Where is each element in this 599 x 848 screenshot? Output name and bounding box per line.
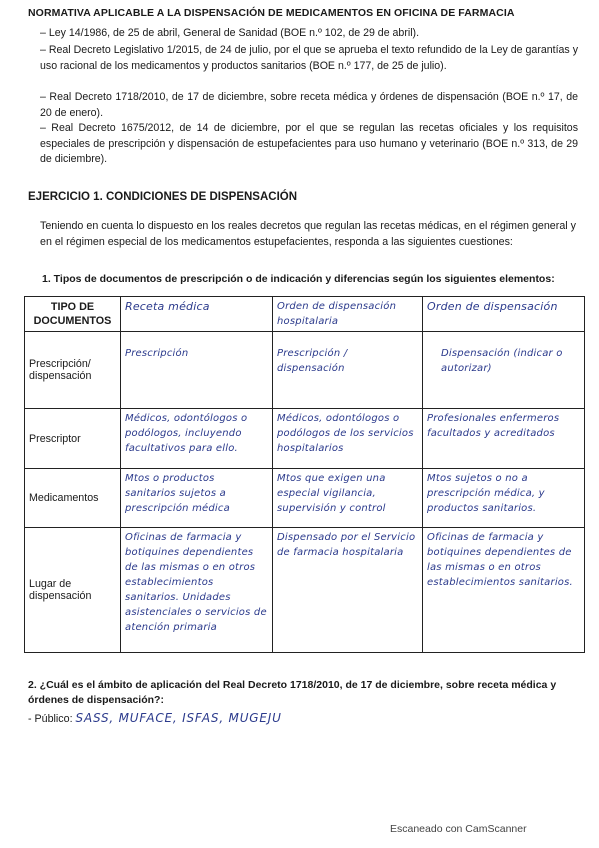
- table-cell: Profesionales enfermeros facultados y acreditados: [423, 409, 585, 469]
- table-header-row: [25, 297, 585, 332]
- row-label: Lugar de dispensación: [25, 528, 121, 653]
- table-cell: Dispensado por el Servicio de farmacia hospitalaria: [273, 528, 423, 653]
- exercise-title: EJERCICIO 1. CONDICIONES DE DISPENSACIÓN: [28, 191, 298, 203]
- column-header: Orden de dispensación hospitalaria: [273, 297, 423, 332]
- public-answer-line: [28, 711, 282, 726]
- table-row: [25, 409, 585, 469]
- table-cell: Prescripción / dispensación: [273, 332, 423, 409]
- table-cell: Dispensación (indicar o autorizar): [423, 332, 585, 409]
- question-1: 1. Tipos de documentos de prescripción o de indicación y diferencias según los siguientes elementos:: [42, 273, 555, 285]
- table-cell: Mtos que exigen una especial vigilancia, supervisión y control: [273, 469, 423, 528]
- law-item-1: – Ley 14/1986, de 25 de abril, General de Sanidad (BOE n.º 102, de 29 de abril).: [40, 27, 420, 39]
- table-row: [25, 332, 585, 409]
- exercise-intro: Teniendo en cuenta lo dispuesto en los reales decretos que regulan las recetas médicas, en el régimen general y en el régimen especial de los medicamentos estupefacientes, responda a las siguientes cuestiones:: [40, 220, 576, 248]
- table-cell: Médicos, odontólogos o podólogos de los servicios hospitalarios: [273, 409, 423, 469]
- table-cell: Oficinas de farmacia y botiquines dependientes de las mismas o en otros establecimientos sanitarios.: [423, 528, 585, 653]
- document-header: NORMATIVA APLICABLE A LA DISPENSACIÓN DE MEDICAMENTOS EN OFICINA DE FARMACIA: [28, 7, 515, 19]
- table-cell: Prescripción: [121, 332, 273, 409]
- table-cell: Mtos sujetos o no a prescripción médica, y productos sanitarios.: [423, 469, 585, 528]
- row-label: Prescripción/ dispensación: [25, 332, 121, 409]
- column-header: Orden de dispensación: [423, 297, 585, 332]
- table-row: [25, 528, 585, 653]
- row-label: Prescriptor: [25, 409, 121, 469]
- table-cell: Mtos o productos sanitarios sujetos a prescripción médica: [121, 469, 273, 528]
- law-item-4: – Real Decreto 1675/2012, de 14 de diciembre, por el que se regulan las recetas oficiales y los requisitos especiales de prescripción y dispensación de estupefacientes para uso humano y veterinario (BOE n.º 313, de 29 de diciembre).: [40, 122, 578, 165]
- public-label: - Público:: [28, 713, 73, 725]
- row-label: Medicamentos: [25, 469, 121, 528]
- document-types-table: [24, 296, 585, 653]
- table-cell: Oficinas de farmacia y botiquines dependientes de las mismas o en otros establecimientos sanitarios. Unidades asistenciales o servicios de atención primaria: [121, 528, 273, 653]
- law-item-3: – Real Decreto 1718/2010, de 17 de diciembre, sobre receta médica y órdenes de dispensación (BOE n.º 17, de 20 de enero).: [40, 91, 578, 119]
- public-answer: SASS, MUFACE, ISFAS, MUGEJU: [75, 711, 282, 725]
- table-cell: Médicos, odontólogos o podólogos, incluyendo facultativos para ello.: [121, 409, 273, 469]
- table-row: [25, 469, 585, 528]
- column-header: Receta médica: [121, 297, 273, 332]
- question-2: 2. ¿Cuál es el ámbito de aplicación del Real Decreto 1718/2010, de 17 de diciembre, sobre receta médica y órdenes de dispensación?:: [28, 679, 557, 706]
- law-item-2: – Real Decreto Legislativo 1/2015, de 24 de julio, por el que se aprueba el texto refundido de la Ley de garantías y uso racional de los medicamentos y productos sanitarios (BOE n.º 177, de 25 de julio).: [40, 44, 578, 72]
- table-header-label: TIPO DE DOCUMENTOS: [25, 297, 121, 332]
- scanner-watermark: Escaneado con CamScanner: [390, 823, 527, 835]
